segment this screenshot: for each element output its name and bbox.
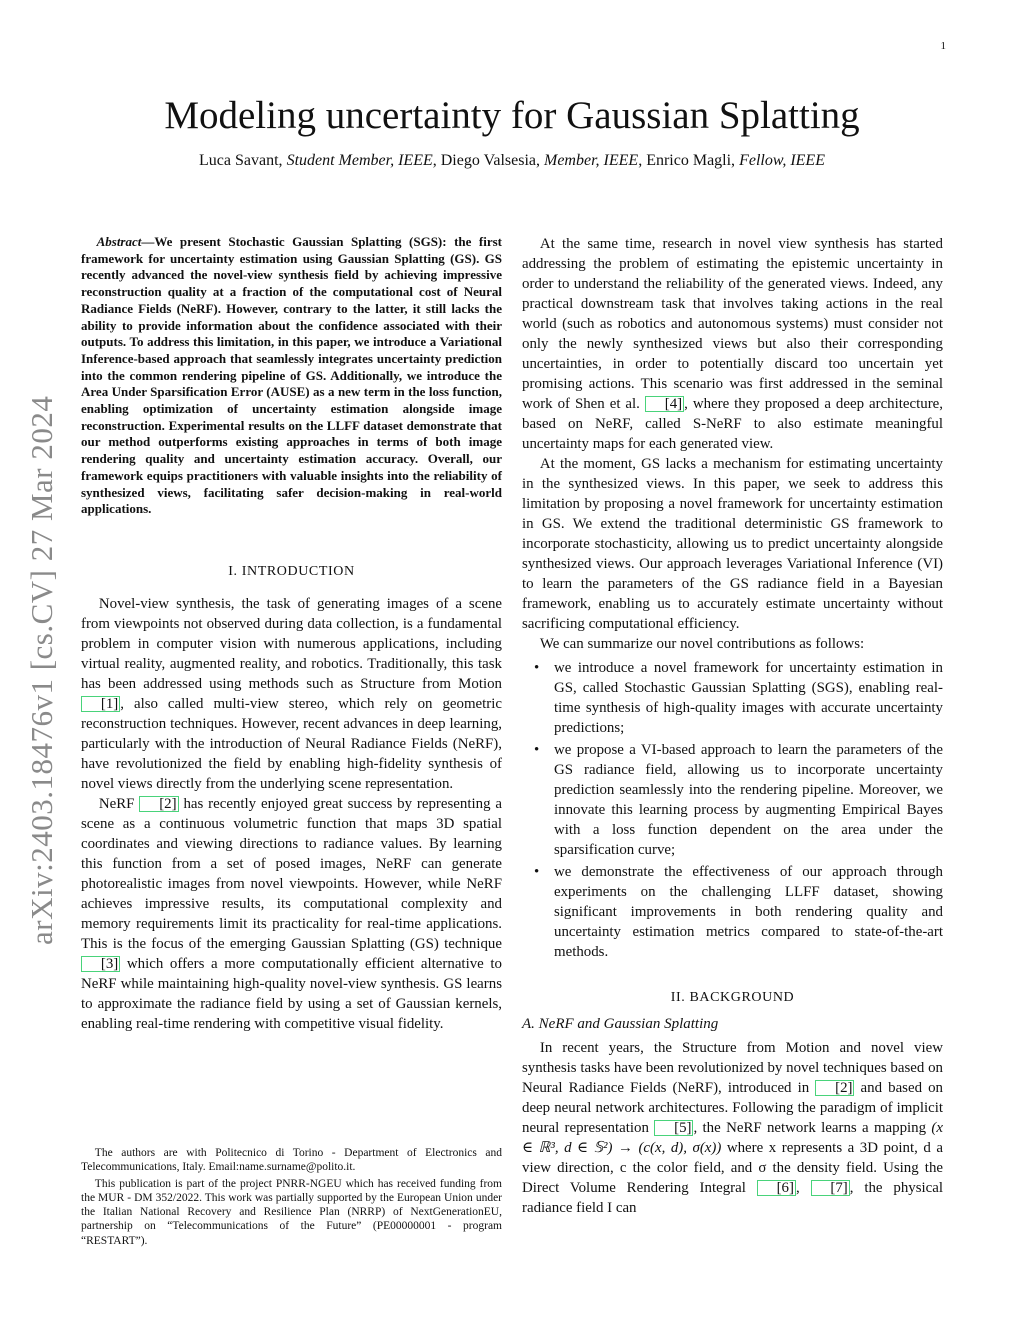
contribution-text: we propose a VI-based approach to learn the parameters of the GS radiance field, allowing us to incorporate uncertainty prediction seamlessly into the rendering pipeline. Moreover, we innovate this learning process by augmenting Empirical Bayes with a loss function dependent on the area under the sparsification curve;	[554, 742, 943, 858]
citation-link[interactable]: [6]	[757, 1180, 796, 1196]
footnotes	[81, 1146, 502, 1250]
author-2-role: Member, IEEE	[544, 152, 639, 169]
arxiv-identifier[interactable]: arXiv:2403.18476v1 [cs.CV] 27 Mar 2024	[24, 395, 59, 945]
bg-p1-text-d: where x represents a 3D point, d a view direction, c the color field, and σ the density field. Using the Direct Volume Rendering Integral	[522, 1140, 943, 1196]
abstract-text: —We present Stochastic Gaussian Splatting (SGS): the first framework for uncertainty estimation using Gaussian Splatting (GS). GS recently advanced the novel-view synthesis field by achieving impressive reconstruction quality at a fraction of the computational cost of Neural Radiance Fields (NeRF). However, contrary to the latter, it still lacks the ability to provide information about the confidence associated with their outputs. To address this limitation, in this paper, we introduce a Variational Inference-based approach that seamlessly integrates uncertainty prediction into the common rendering pipeline of GS. Additionally, we introduce the Area Under Sparsification Error (AUSE) as a new term in the loss function, enabling optimization of uncertainty estimation alongside image reconstruction. Experimental results on the LLFF dataset demonstrate that our method outperforms existing approaches in terms of both image rendering quality and uncertainty estimation accuracy. Overall, our framework equips practitioners with valuable insights into the reliability of synthesized views, facilitating safer decision-making in real-world applications.	[81, 234, 502, 517]
citation-link[interactable]: [4]	[645, 396, 684, 412]
author-list	[0, 150, 1024, 172]
contributions-list	[522, 658, 943, 962]
contribution-text: we demonstrate the effectiveness of our approach through experiments on the challenging LLFF dataset, showing significant improvements in both rendering quality and uncertainty estimation metrics compared to state-of-the-art methods.	[554, 864, 943, 960]
footnote-funding: This publication is part of the project PNRR-NGEU which has received funding from the MUR - DM 352/2022. This work was partially supported by the European Union under the Italian National Recovery and Resilience Plan (NRRP) of NextGenerationEU, partnership on “Telecommunications of the Future” (PE00000001 - program “RESTART”).	[81, 1177, 502, 1247]
abstract-lead: Abstract	[96, 234, 142, 249]
bullet-icon: •	[534, 742, 540, 758]
bg-p1-text-f: , the physical radiance field I can	[522, 1180, 944, 1216]
intro-paragraph-1	[81, 594, 502, 794]
citation-link[interactable]: [2]	[139, 796, 178, 812]
contributions-intro: We can summarize our novel contributions as follows:	[539, 636, 865, 652]
list-item	[534, 740, 943, 860]
citation-link[interactable]: [5]	[654, 1120, 693, 1136]
author-3-name: , Enrico Magli,	[638, 152, 736, 169]
left-column	[81, 234, 502, 1034]
background-heading: II. BACKGROUND	[670, 990, 795, 1005]
intro-p2-text-c: which offers a more computationally efficient alternative to NeRF while maintaining high-quality novel-view synthesis. GS learns to approximate the radiance field by using a set of Gaussian kernels, enabling real-time rendering with competitive visual fidelity.	[81, 955, 502, 1032]
author-1-name: Luca Savant,	[199, 152, 283, 169]
abstract	[81, 234, 502, 518]
citation-link[interactable]: [2]	[815, 1080, 854, 1096]
paper-title: Modeling uncertainty for Gaussian Splatting	[164, 94, 860, 137]
bg-p1-text-c: , the NeRF network learns a mapping	[693, 1120, 932, 1136]
right-column	[522, 234, 943, 1218]
citation-link[interactable]: [1]	[81, 696, 120, 712]
author-3-role: Fellow, IEEE	[739, 152, 825, 169]
author-2-name: , Diego Valsesia,	[432, 152, 540, 169]
nerf-gs-subheading: A. NeRF and Gaussian Splatting	[522, 1016, 719, 1032]
mapping-equation: (x ∈ ℝ³, d ∈ 𝕊²) → (c(x, d), σ(x))	[522, 1120, 943, 1156]
bullet-icon: •	[534, 864, 540, 880]
contribution-text: we introduce a novel framework for uncertainty estimation in GS, called Stochastic Gaussian Splatting (SGS), enabling real-time synthesis of high-quality images with accurate uncertainty predictions;	[554, 660, 943, 736]
bullet-icon: •	[534, 660, 540, 676]
citation-link[interactable]: [7]	[811, 1180, 850, 1196]
footnote-affiliation: The authors are with Politecnico di Torino - Department of Electronics and Telecommunications, Italy. Email:name.surname@polito.it.	[81, 1147, 502, 1174]
author-1-role: Student Member, IEEE	[286, 152, 433, 169]
bg-p1-text-e: ,	[795, 1180, 811, 1196]
page-number: 1	[940, 40, 946, 52]
list-item	[534, 658, 943, 738]
background-paragraph-1	[522, 1038, 943, 1218]
intro-p1-text-a: Novel-view synthesis, the task of generating images of a scene from viewpoints not observed during data collection, is a fundamental problem in computer vision with numerous applications, including virtual reality, augmented reality, and robotics. Traditionally, this task has been addressed using methods such as Structure from Motion	[81, 595, 502, 692]
intro-p1-text-b: , also called multi-view stereo, which rely on geometric reconstruction techniques. However, recent advances in deep learning, particularly with the introduction of Neural Radiance Fields (NeRF), have revolutionized the field by enabling high-fidelity synthesis of novel views directly from the underlying scene representation.	[81, 695, 502, 792]
intro-paragraph-4: At the moment, GS lacks a mechanism for estimating uncertainty in the synthesized views. In this paper, we seek to address this limitation by proposing a novel framework for uncertainty estimation in GS. We extend the traditional deterministic GS framework to incorporate stochasticity, allowing us to predict uncertainty alongside synthesized views. Our approach leverages Variational Inference (VI) to learn the parameters of the GS radiance field in a Bayesian framework, enabling us to accurately estimate uncertainty without sacrificing computational efficiency.	[522, 456, 943, 632]
intro-paragraph-3	[522, 234, 943, 454]
intro-p2-text-b: has recently enjoyed great success by representing a scene as a continuous volumetric function that maps 3D spatial coordinates and viewing directions to radiance values. By learning this function from a set of posed images, NeRF can generate photorealistic images from novel viewpoints. However, while NeRF achieves impressive results, its computational complexity and memory requirements limit its practicality for real-time applications. This is the focus of the emerging Gaussian Splatting (GS) technique	[81, 795, 502, 952]
citation-link[interactable]: [3]	[81, 956, 120, 972]
right-p1-text-b: , where they proposed a deep architecture, based on NeRF, called S-NeRF to also estimate meaningful uncertainty maps for each generated view.	[522, 396, 943, 452]
right-p1-text-a: At the same time, research in novel view synthesis has started addressing the problem of estimating the epistemic uncertainty in order to understand the reliability of the generated views. Indeed, any practical downstream task that involves taking actions in the real world (such as robotics and autonomous systems) must consider not only the newly synthesized views but also their corresponding uncertainties, in order to potentially discard too uncertain yet promising actions. This scenario was first addressed in the seminal work of Shen et al.	[522, 236, 943, 412]
bg-p1-text-b: and based on deep neural network architectures. Following the paradigm of implicit neural representation	[522, 1080, 943, 1136]
intro-p2-text-a: NeRF	[98, 795, 140, 812]
introduction-heading: I. INTRODUCTION	[228, 563, 355, 579]
intro-paragraph-2	[81, 794, 502, 1034]
bg-p1-text-a: In recent years, the Structure from Motion and novel view synthesis tasks have been revolutionized by novel techniques based on Neural Radiance Fields (NeRF), introduced in	[522, 1040, 943, 1096]
list-item	[534, 862, 943, 962]
